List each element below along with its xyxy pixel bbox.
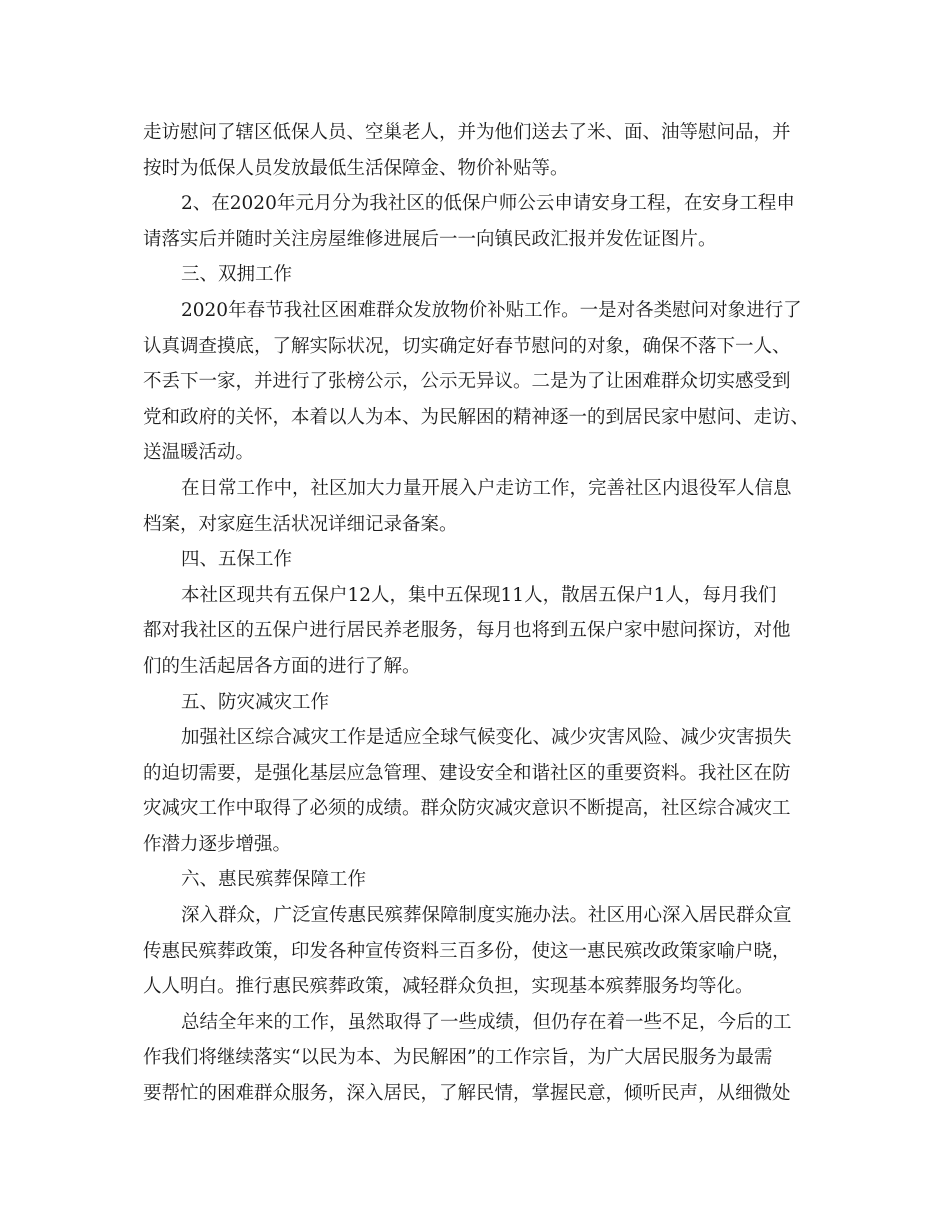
text-line: 党和政府的关怀，本着以人为本、为民解困的精神逐一的到居民家中慰问、走访、 bbox=[143, 406, 810, 428]
text-line: 作潜力逐步增强。 bbox=[143, 833, 292, 855]
text-line: 按时为低保人员发放最低生活保障金、物价补贴等。 bbox=[143, 157, 569, 179]
text-line: 们的生活起居各方面的进行了解。 bbox=[143, 655, 421, 677]
text-line: 2、在2020年元月分为我社区的低保户师公云申请安身工程，在安身工程申 bbox=[181, 193, 795, 215]
document-body bbox=[143, 115, 815, 1112]
text-line: 深入群众，广泛宣传惠民殡葬保障制度实施办法。社区用心深入居民群众宣 bbox=[181, 905, 792, 927]
text-line: 六、惠民殡葬保障工作 bbox=[181, 869, 367, 891]
text-line: 走访慰问了辖区低保人员、空巢老人，并为他们送去了米、面、油等慰问品，并 bbox=[143, 122, 791, 143]
text-line: 送温暖活动。 bbox=[143, 442, 255, 464]
text-line: 本社区现共有五保户12人，集中五保现11人，散居五保户1人，每月我们 bbox=[181, 584, 777, 606]
text-line: 在日常工作中，社区加大力量开展入户走访工作，完善社区内退役军人信息 bbox=[181, 477, 792, 499]
text-line: 传惠民殡葬政策，印发各种宣传资料三百多份，使这一惠民殡改政策家喻户晓， bbox=[143, 940, 791, 962]
text-line: 人人明白。推行惠民殡葬政策，减轻群众负担，实现基本殡葬服务均等化。 bbox=[143, 976, 754, 998]
text-line: 档案，对家庭生活状况详细记录备案。 bbox=[143, 513, 458, 535]
text-line: 灾减灾工作中取得了必须的成绩。群众防灾减灾意识不断提高，社区综合减灾工 bbox=[143, 798, 791, 820]
text-line: 请落实后并随时关注房屋维修进展后一一向镇民政汇报并发佐证图片。 bbox=[143, 228, 717, 250]
text-line: 总结全年来的工作，虽然取得了一些成绩，但仍存在着一些不足，今后的工 bbox=[181, 1011, 792, 1033]
text-line: 五、防灾减灾工作 bbox=[181, 691, 330, 713]
text-line: 2020年春节我社区困难群众发放物价补贴工作。一是对各类慰问对象进行了 bbox=[181, 299, 802, 321]
text-line: 四、五保工作 bbox=[181, 549, 293, 571]
text-line: 认真调查摸底，了解实际状况，切实确定好春节慰问的对象，确保不落下一人、 bbox=[143, 335, 791, 357]
text-line: 要帮忙的困难群众服务，深入居民，了解民情，掌握民意，倾听民声，从细微处 bbox=[143, 1083, 791, 1105]
text-line: 都对我社区的五保户进行居民养老服务，每月也将到五保户家中慰问探访，对他 bbox=[143, 620, 791, 642]
text-line: 三、双拥工作 bbox=[181, 264, 293, 286]
text-line: 的迫切需要，是强化基层应急管理、建设安全和谐社区的重要资料。我社区在防 bbox=[143, 762, 791, 784]
text-line: 加强社区综合减灾工作是适应全球气候变化、减少灾害风险、减少灾害损失 bbox=[181, 727, 792, 749]
text-line: 作我们将继续落实“以民为本、为民解困”的工作宗旨，为广大居民服务为最需 bbox=[143, 1047, 773, 1069]
text-line: 不丢下一家，并进行了张榜公示，公示无异议。二是为了让困难群众切实感受到 bbox=[143, 371, 791, 393]
